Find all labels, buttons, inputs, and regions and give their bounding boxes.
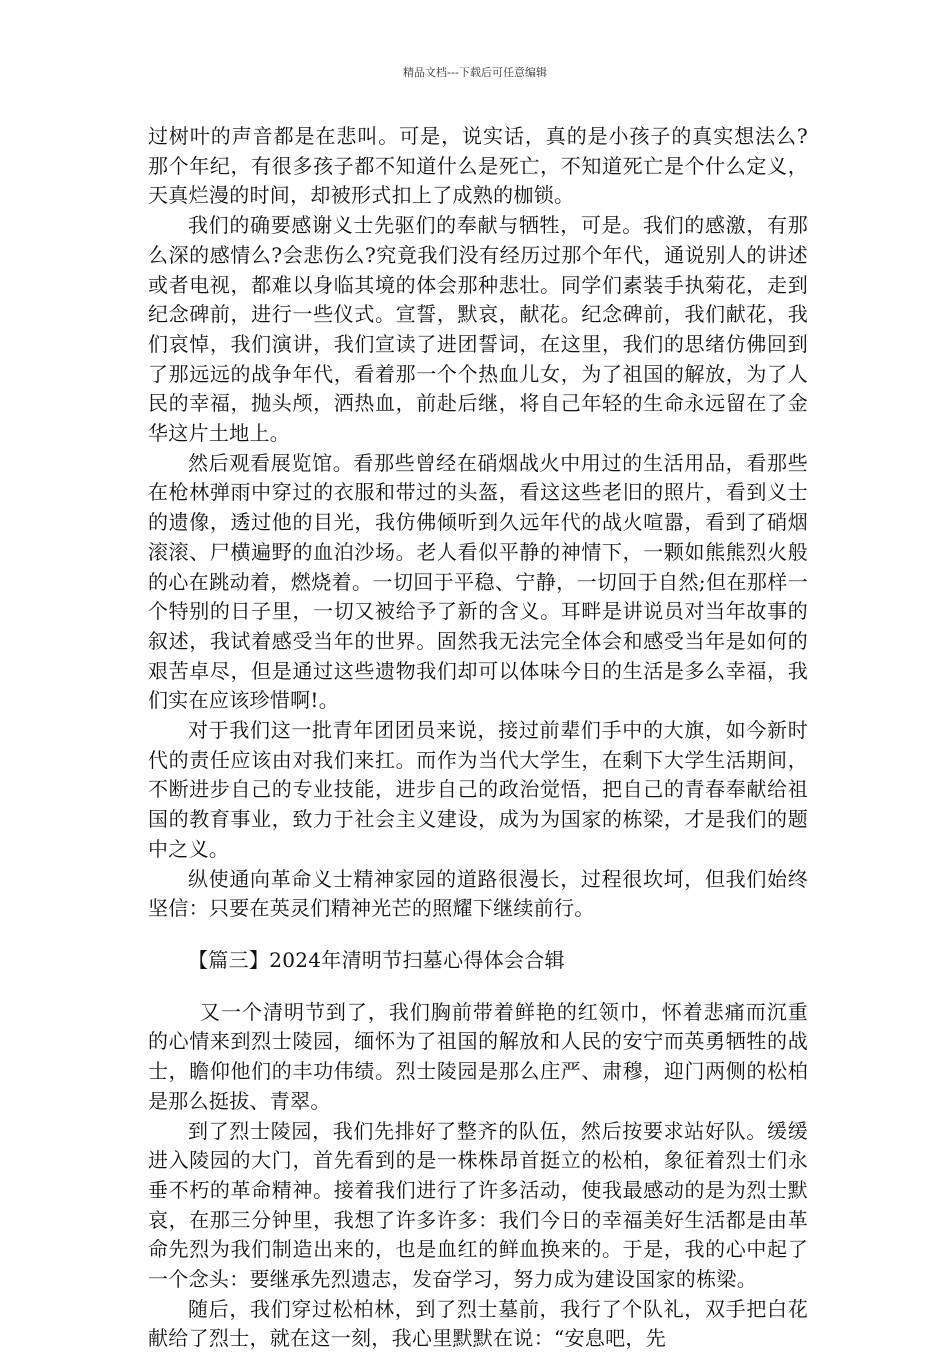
paragraph: 然后观看展览馆。看那些曾经在硝烟战火中用过的生活用品，看那些在枪林弹雨中穿过的衣服和带过的头盔，看这这些老旧的照片，看到义士的遗像，透过他的目光，我仿佛倾听到久远年代的战火喧嚣，看到了硝烟滚滚、尸横遍野的血泊沙场。老人看似平静的神情下，一颗如熊熊烈火般的心在跳动着，燃烧着。一切回于平稳、宁静，一切回于自然;但在那样一个特别的日子里，一切又被给予了新的含义。耳畔是讲说员对当年故事的叙述，我试着感受当年的世界。固然我无法完全体会和感受当年是如何的艰苦卓尽，但是通过这些遗物我们却可以体味今日的生活是多么幸福，我们实在应该珍惜啊!。	[148, 450, 808, 713]
paragraph: 对于我们这一批青年团团员来说，接过前辈们手中的大旗，如今新时代的责任应该由对我们来扛。而作为当代大学生，在剩下大学生活期间，不断进步自己的专业技能，进步自己的政治觉悟，把自己的青春奉献给祖国的教育事业，致力于社会主义建设，成为为国家的栋梁，才是我们的题中之义。	[148, 718, 808, 861]
paragraph: 随后，我们穿过松柏林，到了烈士墓前，我行了个队礼，双手把白花献给了烈士，就在这一刻，我心里默默在说：“安息吧，先	[148, 1296, 808, 1351]
paragraph: 纵使通向革命义士精神家园的道路很漫长，过程很坎坷，但我们始终坚信：只要在英灵们精神光芒的照耀下继续前行。	[148, 866, 808, 921]
document-body	[148, 122, 808, 1354]
paragraph: 我们的确要感谢义士先驱们的奉献与牺牲，可是。我们的感激，有那么深的感情么?会悲伤么?究竟我们没有经历过那个年代，通说别人的讲述或者电视，都难以身临其境的体会那种悲壮。同学们素装手执菊花，走到纪念碑前，进行一些仪式。宣誓，默哀，献花。纪念碑前，我们献花，我们哀悼，我们演讲，我们宣读了进团誓词，在这里，我们的思绪仿佛回到了那远远的战争年代，看着那一个个热血儿女，为了祖国的解放，为了人民的幸福，抛头颅，洒热血，前赴后继，将自己年轻的生命永远留在了金华这片土地上。	[148, 213, 808, 446]
page-header: 精品文档---下载后可任意编辑	[403, 66, 547, 79]
paragraph: 过树叶的声音都是在悲叫。可是，说实话，真的是小孩子的真实想法么?那个年纪，有很多孩子都不知道什么是死亡，不知道死亡是个什么定义，天真烂漫的时间，却被形式扣上了成熟的枷锁。	[148, 124, 808, 208]
section-title: 【篇三】2024年清明节扫墓心得体会合辑	[188, 947, 565, 972]
paragraph: 又一个清明节到了，我们胸前带着鲜艳的红领巾，怀着悲痛而沉重的心情来到烈士陵园，缅怀为了祖国的解放和人民的安宁而英勇牺牲的战士，瞻仰他们的丰功伟绩。烈士陵园是那么庄严、肃穆，迎门两侧的松柏是那么挺拔、青翠。	[148, 999, 808, 1113]
paragraph: 到了烈士陵园，我们先排好了整齐的队伍，然后按要求站好队。缓缓进入陵园的大门，首先看到的是一株株昂首挺立的松柏，象征着烈士们永垂不朽的革命精神。接着我们进行了许多活动，使我最感动的是为烈士默哀，在那三分钟里，我想了许多许多：我们今日的幸福美好生活都是由革命先烈为我们制造出来的，也是血红的鲜血换来的。于是，我的心中起了一个念头：要继承先烈遗志，发奋学习，努力成为建设国家的栋梁。	[148, 1118, 808, 1292]
